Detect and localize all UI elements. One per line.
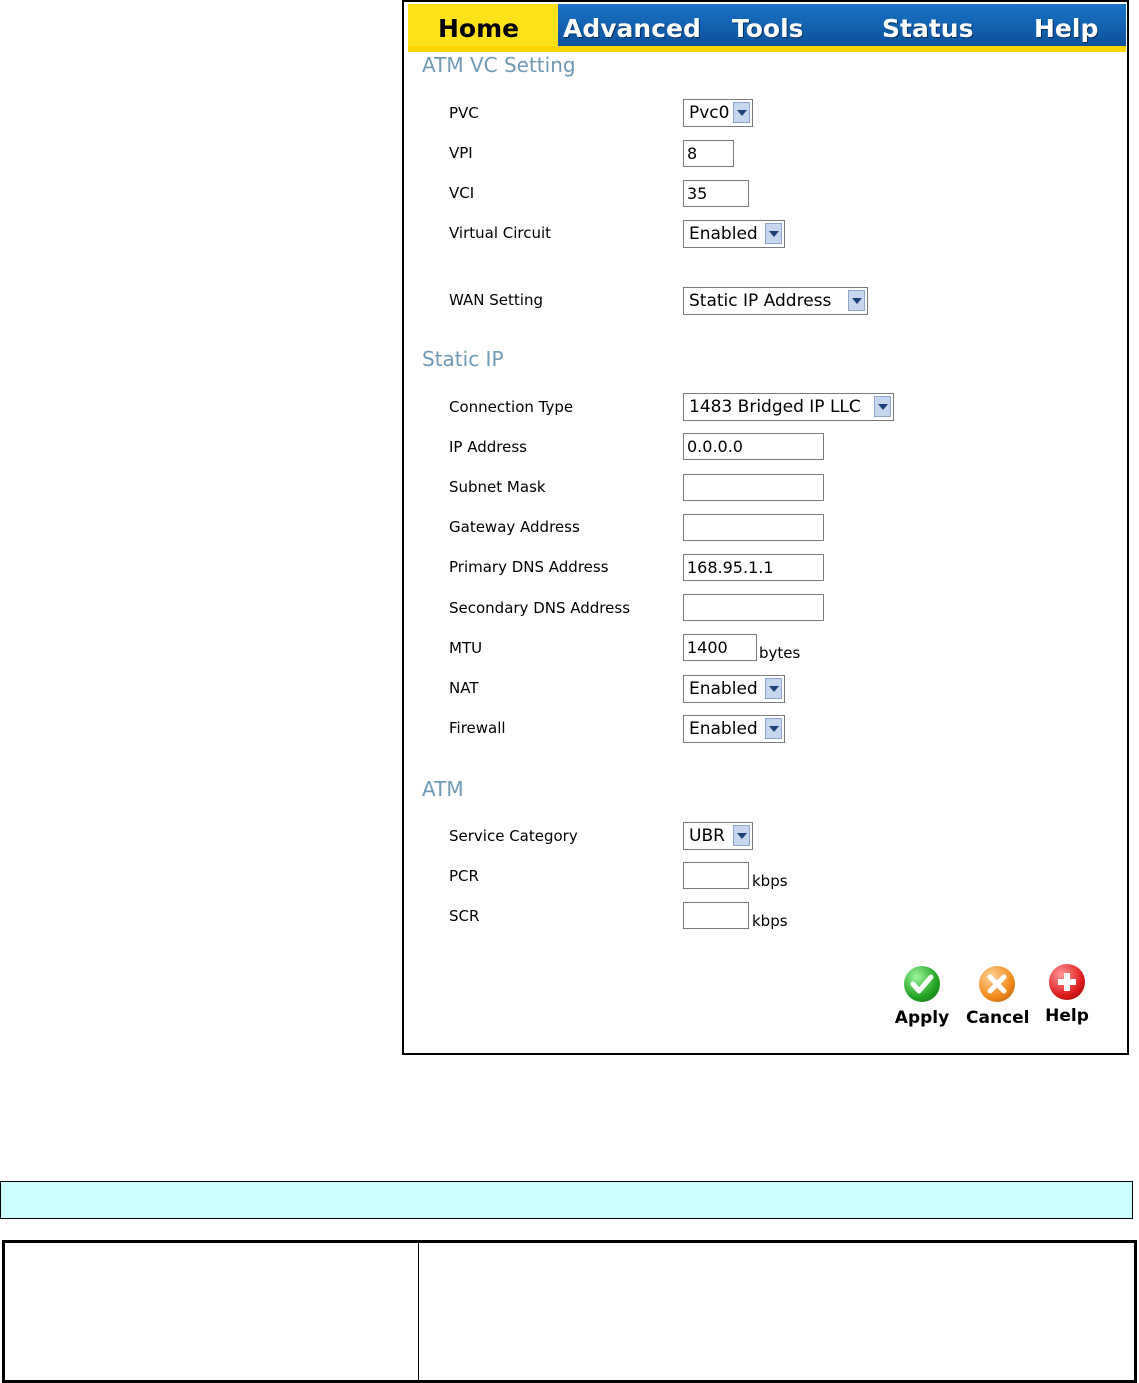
tab-help-label: Help bbox=[1034, 14, 1099, 43]
chevron-down-icon bbox=[765, 678, 782, 699]
connection-type-select[interactable] bbox=[683, 393, 894, 421]
section-title-atm-vc: ATM VC Setting bbox=[422, 53, 576, 77]
cancel-x-icon bbox=[979, 966, 1015, 1002]
mtu-input[interactable]: 1400 bbox=[683, 634, 757, 661]
connection-type-value: 1483 Bridged IP LLC bbox=[689, 397, 861, 417]
pvc-label: PVC bbox=[449, 104, 479, 122]
tab-home[interactable] bbox=[408, 4, 558, 48]
tab-help[interactable] bbox=[1034, 4, 1098, 48]
vpi-label: VPI bbox=[449, 144, 473, 162]
chevron-down-icon bbox=[874, 396, 891, 417]
firewall-select[interactable] bbox=[683, 715, 785, 743]
mtu-label: MTU bbox=[449, 639, 483, 657]
table-column-left bbox=[5, 1243, 419, 1380]
pvc-value: Pvc0 bbox=[689, 103, 730, 123]
primary-dns-input[interactable]: 168.95.1.1 bbox=[683, 554, 824, 581]
nat-select[interactable] bbox=[683, 675, 785, 703]
help-label: Help bbox=[1045, 1006, 1089, 1026]
virtual-circuit-select[interactable] bbox=[683, 220, 785, 248]
tab-status-label: Status bbox=[882, 14, 974, 43]
apply-label: Apply bbox=[894, 1008, 950, 1028]
mtu-unit: bytes bbox=[759, 644, 801, 662]
pcr-unit: kbps bbox=[752, 872, 788, 890]
tab-advanced[interactable] bbox=[563, 4, 701, 48]
chevron-down-icon bbox=[765, 718, 782, 739]
gateway-address-input[interactable] bbox=[683, 514, 824, 541]
tab-bar bbox=[408, 4, 1126, 48]
firewall-value: Enabled bbox=[689, 719, 758, 739]
section-title-atm: ATM bbox=[422, 777, 464, 801]
tab-home-label: Home bbox=[438, 14, 520, 43]
vci-input[interactable]: 35 bbox=[683, 180, 749, 207]
service-category-value: UBR bbox=[689, 826, 725, 846]
tab-tools-label: Tools bbox=[732, 14, 804, 43]
nat-label: NAT bbox=[449, 679, 479, 697]
tab-tools[interactable] bbox=[732, 4, 804, 48]
firewall-label: Firewall bbox=[449, 719, 506, 737]
scr-label: SCR bbox=[449, 907, 480, 925]
gateway-address-label: Gateway Address bbox=[449, 518, 580, 536]
virtual-circuit-value: Enabled bbox=[689, 224, 758, 244]
plus-help-icon bbox=[1049, 964, 1085, 1000]
section-title-static-ip: Static IP bbox=[422, 347, 504, 371]
ip-address-input[interactable]: 0.0.0.0 bbox=[683, 433, 824, 460]
nat-value: Enabled bbox=[689, 679, 758, 699]
cancel-label: Cancel bbox=[966, 1008, 1030, 1028]
chevron-down-icon bbox=[733, 102, 750, 123]
primary-dns-label: Primary DNS Address bbox=[449, 558, 609, 576]
scr-unit: kbps bbox=[752, 912, 788, 930]
service-category-label: Service Category bbox=[449, 827, 578, 845]
wan-setting-value: Static IP Address bbox=[689, 291, 832, 311]
router-config-panel bbox=[402, 0, 1129, 1055]
chevron-down-icon bbox=[848, 290, 865, 311]
subnet-mask-input[interactable] bbox=[683, 474, 824, 501]
cancel-button[interactable] bbox=[966, 966, 1028, 1028]
table-header-bar bbox=[0, 1181, 1133, 1219]
vpi-input[interactable]: 8 bbox=[683, 140, 734, 167]
checkmark-icon bbox=[904, 966, 940, 1002]
subnet-mask-label: Subnet Mask bbox=[449, 478, 546, 496]
pcr-label: PCR bbox=[449, 867, 479, 885]
ip-address-label: IP Address bbox=[449, 438, 527, 456]
secondary-dns-label: Secondary DNS Address bbox=[449, 599, 631, 617]
description-table bbox=[2, 1240, 1137, 1383]
chevron-down-icon bbox=[765, 223, 782, 244]
tab-status[interactable] bbox=[882, 4, 973, 48]
tab-advanced-label: Advanced bbox=[563, 14, 701, 43]
pvc-select[interactable] bbox=[683, 99, 753, 127]
chevron-down-icon bbox=[733, 825, 750, 846]
pcr-input[interactable] bbox=[683, 862, 749, 889]
secondary-dns-input[interactable] bbox=[683, 594, 824, 621]
scr-input[interactable] bbox=[683, 902, 749, 929]
help-button[interactable] bbox=[1042, 964, 1092, 1026]
wan-setting-label: WAN Setting bbox=[449, 291, 543, 309]
apply-button[interactable] bbox=[894, 966, 950, 1028]
service-category-select[interactable] bbox=[683, 822, 753, 850]
virtual-circuit-label: Virtual Circuit bbox=[449, 224, 552, 242]
vci-label: VCI bbox=[449, 184, 475, 202]
tab-underline bbox=[408, 46, 1126, 52]
connection-type-label: Connection Type bbox=[449, 398, 574, 416]
wan-setting-select[interactable] bbox=[683, 287, 868, 315]
